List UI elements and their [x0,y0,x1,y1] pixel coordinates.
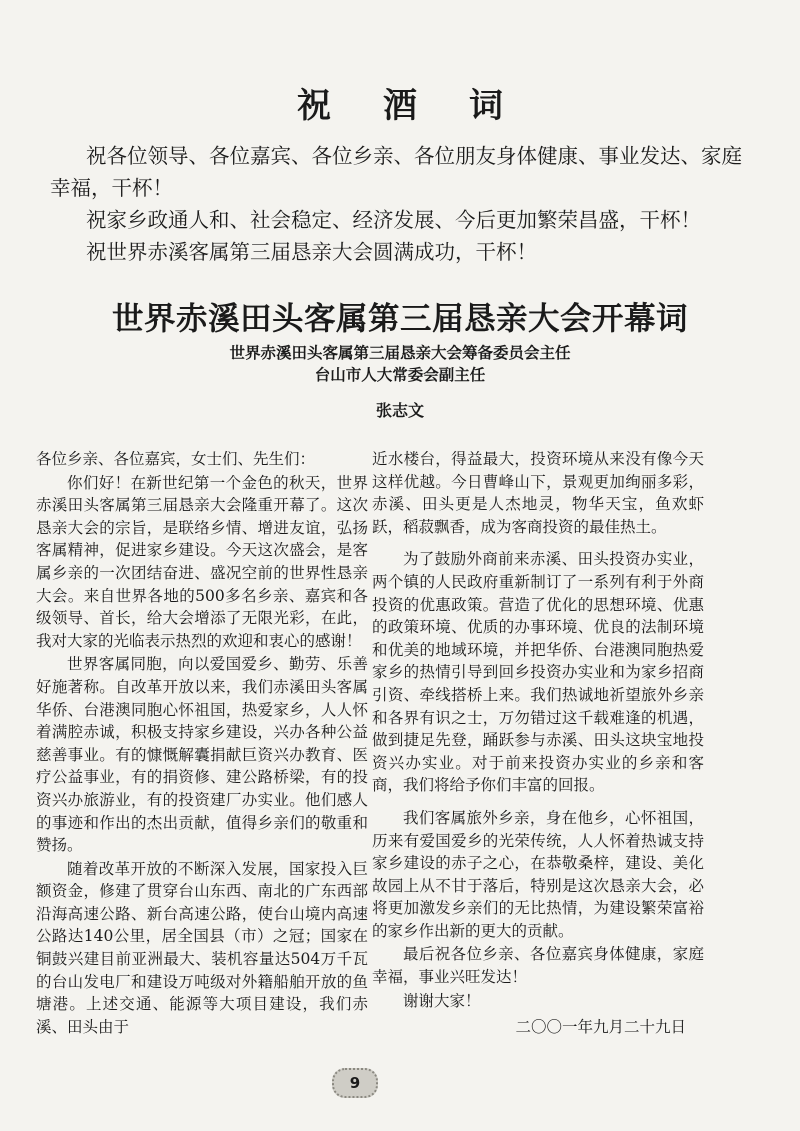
body-paragraph: 为了鼓励外商前来赤溪、田头投资办实业，两个镇的人民政府重新制订了一系列有利于外商投资的优惠政策。营造了优化的思想环境、优惠的政策环境、优质的办事环境、优良的法制环境和优美的地域环境，并把华侨、台港澳同胞热爱家乡的热情引导到回乡投资办实业和为家乡招商引资、牵线搭桥上来。我们热诚地祈望旅外乡亲和各界有识之士，万勿错过这千载难逢的机遇，做到捷足先登，踊跃参与赤溪、田头这块宝地投资兴办实业。对于前来投资办实业的乡亲和客商，我们将给予你们丰富的回报。 [372,550,704,795]
speech-title: 世界赤溪田头客属第三届恳亲大会开幕词 [111,301,688,337]
byline [0,342,800,386]
salutation: 各位乡亲、各位嘉宾，女士们、先生们： [36,450,316,468]
author-name: 张志文 [375,401,424,420]
toast-body [50,140,762,268]
body-paragraph: 你们好！在新世纪第一个金色的秋天，世界赤溪田头客属第三届恳亲大会隆重开幕了。这次恳亲大会的宗旨，是联络乡情、增进友谊，弘扬客属精神，促进家乡建设。今天这次盛会，是客属乡亲的一次团结奋进、盛况空前的世界性恳亲大会。来自世界各地的500多名乡亲、嘉宾和各级领导、首长，给大会增添了无限光彩，在此，我对大家的光临表示热烈的欢迎和衷心的感谢！ [36,473,368,650]
toast-paragraph: 祝家乡政通人和、社会稳定、经济发展、今后更加繁荣昌盛，干杯！ [86,208,701,232]
closing-wish: 最后祝各位乡亲、各位嘉宾身体健康，家庭幸福，事业兴旺发达！ [372,945,704,987]
body-paragraph: 随着改革开放的不断深入发展，国家投入巨额资金，修建了贯穿台山东西、南北的广东西部沿海高速公路、新台高速公路，使台山境内高速公路达140公里，居全国县（市）之冠；国家在铜鼓兴建目前亚洲最大、装机容量达504万千瓦的台山发电厂和建设万吨级对外籍船舶开放的鱼塘港。上述交通、能源等大项目建设，我们赤溪、田头由于 [36,859,368,1036]
body-paragraph: 我们客属旅外乡亲，身在他乡，心怀祖国，历来有爱国爱乡的光荣传统，人人怀着热诚支持家乡建设的赤子之心，在恭敬桑梓，建设、美化故园上从不甘于落后，特别是这次恳亲大会，必将更加激发乡亲们的无比热情，为建设繁荣富裕的家乡作出新的更大的贡献。 [372,808,704,940]
body-paragraph: 世界客属同胞，向以爱国爱乡、勤劳、乐善好施著称。自改革开放以来，我们赤溪田头客属华侨、台港澳同胞心怀祖国，热爱家乡，人人怀着满腔赤诚，积极支持家乡建设，兴办各种公益慈善事业。有的慷慨解囊捐献巨资兴办教育、医疗公益事业，有的捐资修、建公路桥梁，有的投资兴办旅游业，有的投资建厂办实业。他们感人的事迹和作出的杰出贡献，值得乡亲们的敬重和赞扬。 [36,655,368,855]
toast-paragraph: 祝各位领导、各位嘉宾、各位乡亲、各位朋友身体健康、事业发达、家庭幸福，干杯！ [50,144,742,200]
left-column [36,448,368,1038]
byline-line: 台山市人大常委会副主任 [314,365,486,384]
page-number: 9 [332,1068,378,1098]
toast-paragraph: 祝世界赤溪客属第三届恳亲大会圆满成功，干杯！ [86,240,537,264]
thanks-line: 谢谢大家！ [403,991,481,1010]
byline-line: 世界赤溪田头客属第三届恳亲大会筹备委员会主任 [229,343,571,362]
speech-date: 二〇〇一年九月二十九日 [515,1018,686,1037]
body-paragraph: 近水楼台，得益最大，投资环境从来没有像今天这样优越。今日曹峰山下，景观更加绚丽多彩，赤溪、田头更是人杰地灵，物华天宝，鱼欢虾跃，稻菽飘香，成为客商投资的最佳热土。 [372,450,704,536]
right-column [372,448,704,1039]
toast-title: 祝酒词 [297,86,555,126]
